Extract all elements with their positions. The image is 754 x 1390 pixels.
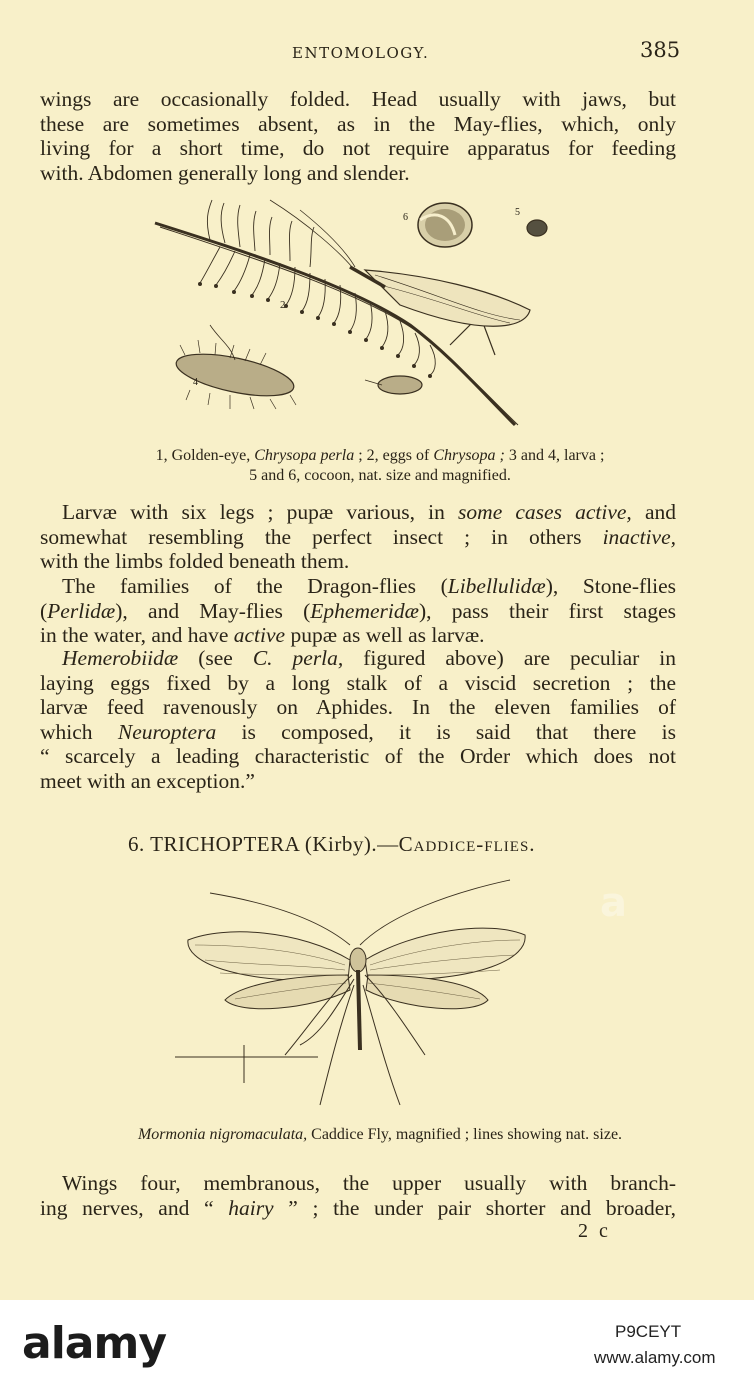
text-line <box>40 500 676 525</box>
text-run: ), pass their first stages <box>418 598 676 623</box>
caption-species: Mormonia nigromaculata, <box>137 1126 308 1143</box>
figure-label-6: 6 <box>403 212 408 223</box>
figure-label-2: 2 <box>280 299 286 311</box>
text-line <box>40 646 676 671</box>
caption-text: ; 2, eggs of <box>354 447 434 464</box>
section-common-name: Caddice-flies. <box>398 832 536 856</box>
text-line: with the limbs folded beneath them. <box>40 549 350 573</box>
text-line: meet with an exception.” <box>40 768 255 793</box>
caption-line: 5 and 6, cocoon, nat. size and magnified. <box>249 467 511 484</box>
text-line <box>40 599 676 624</box>
signature-mark: 2 c <box>578 1220 611 1242</box>
figure-label-4: 4 <box>193 377 198 388</box>
text-line: with. Abdomen generally long and slender. <box>40 160 410 185</box>
paragraph-hemerobiidae <box>40 646 676 793</box>
text-line <box>40 1196 676 1221</box>
text-run: is composed, it is said that there is <box>216 719 676 744</box>
figure-caption-caddice <box>60 1125 700 1145</box>
watermark: a <box>600 880 627 926</box>
text-run: which <box>40 719 118 744</box>
text-line: larvæ feed ravenously on Aphides. In the eleven families of <box>40 695 676 719</box>
text-run: ” ; the under pair shorter and broader, <box>273 1195 677 1220</box>
text-line: wings are occasionally folded. Head usually with jaws, but <box>40 87 676 111</box>
figure-caption-golden-eye <box>60 446 700 486</box>
page-number: 385 <box>640 38 681 62</box>
section-title: TRICHOPTERA <box>150 832 300 856</box>
italic-run: Hemerobiidæ <box>62 646 179 670</box>
text-run: The families of the Dragon-flies ( <box>62 574 448 598</box>
text-line: living for a short time, do not require apparatus for feeding <box>40 136 676 160</box>
italic-run: some cases active, <box>458 500 632 524</box>
text-run: pupæ as well as larvæ. <box>285 623 485 647</box>
running-head <box>0 38 754 68</box>
caption-line <box>60 446 700 466</box>
section-heading <box>128 832 536 857</box>
italic-run: Neuroptera <box>117 719 217 744</box>
italic-run: hairy <box>228 1195 274 1220</box>
image-id: P9CEYT <box>615 1322 682 1341</box>
text-line <box>40 525 676 550</box>
text-line <box>40 574 676 599</box>
text-run: and <box>631 500 677 524</box>
text-run: ), Stone-flies <box>545 574 676 598</box>
paragraph-wings-four <box>40 1171 676 1220</box>
text-line: “ scarcely a leading characteristic of the Order which does not <box>40 744 676 768</box>
text-line <box>40 720 676 745</box>
text-run: Larvæ with six legs ; pupæ various, in <box>62 500 459 524</box>
italic-run: Perlidæ <box>47 598 116 623</box>
golden-eye-illustration <box>150 195 570 430</box>
caption-text: 3 and 4, larva ; <box>504 447 605 464</box>
brand-logo[interactable]: alamy <box>22 1318 166 1369</box>
text-run: ing nerves, and “ <box>40 1195 229 1220</box>
italic-run: Ephemeridæ <box>310 598 419 623</box>
caption-text: 1, Golden-eye, <box>155 447 255 464</box>
text-line: these are sometimes absent, as in the May-flies, which, only <box>40 111 676 136</box>
paragraph-wings <box>40 87 676 185</box>
text-run: figured above) are peculiar in <box>343 646 676 670</box>
text-run: (see <box>178 646 253 670</box>
site-url[interactable]: www.alamy.com <box>594 1348 716 1367</box>
text-run: somewhat resembling the perfect insect ; in others <box>40 524 603 549</box>
text-line: Wings four, membranous, the upper usually with branch- <box>62 1171 676 1195</box>
text-run: ), and May-flies ( <box>115 598 311 623</box>
caption-species: Chrysopa perla <box>254 447 355 464</box>
text-line: laying eggs fixed by a long stalk of a viscid secretion ; the <box>40 670 676 695</box>
text-run: ( <box>40 598 48 623</box>
italic-run: inactive, <box>602 524 676 549</box>
running-title: ENTOMOLOGY. <box>292 44 430 62</box>
paragraph-larvae <box>40 500 676 574</box>
paragraph-families <box>40 574 676 648</box>
italic-run: Libellulidæ <box>447 574 546 598</box>
text-line <box>40 623 676 648</box>
italic-run: active <box>233 623 286 647</box>
italic-run: C. perla, <box>252 646 344 670</box>
figure-label-5: 5 <box>515 207 520 218</box>
caption-genus: Chrysopa ; <box>433 447 505 464</box>
section-author: (Kirby).— <box>304 832 399 856</box>
text-run: in the water, and have <box>40 623 234 647</box>
caddice-fly-illustration <box>170 875 530 1115</box>
section-number: 6. <box>128 832 145 856</box>
caption-text: Caddice Fly, magnified ; lines showing nat. size. <box>307 1126 623 1143</box>
stock-footer <box>0 1300 754 1390</box>
